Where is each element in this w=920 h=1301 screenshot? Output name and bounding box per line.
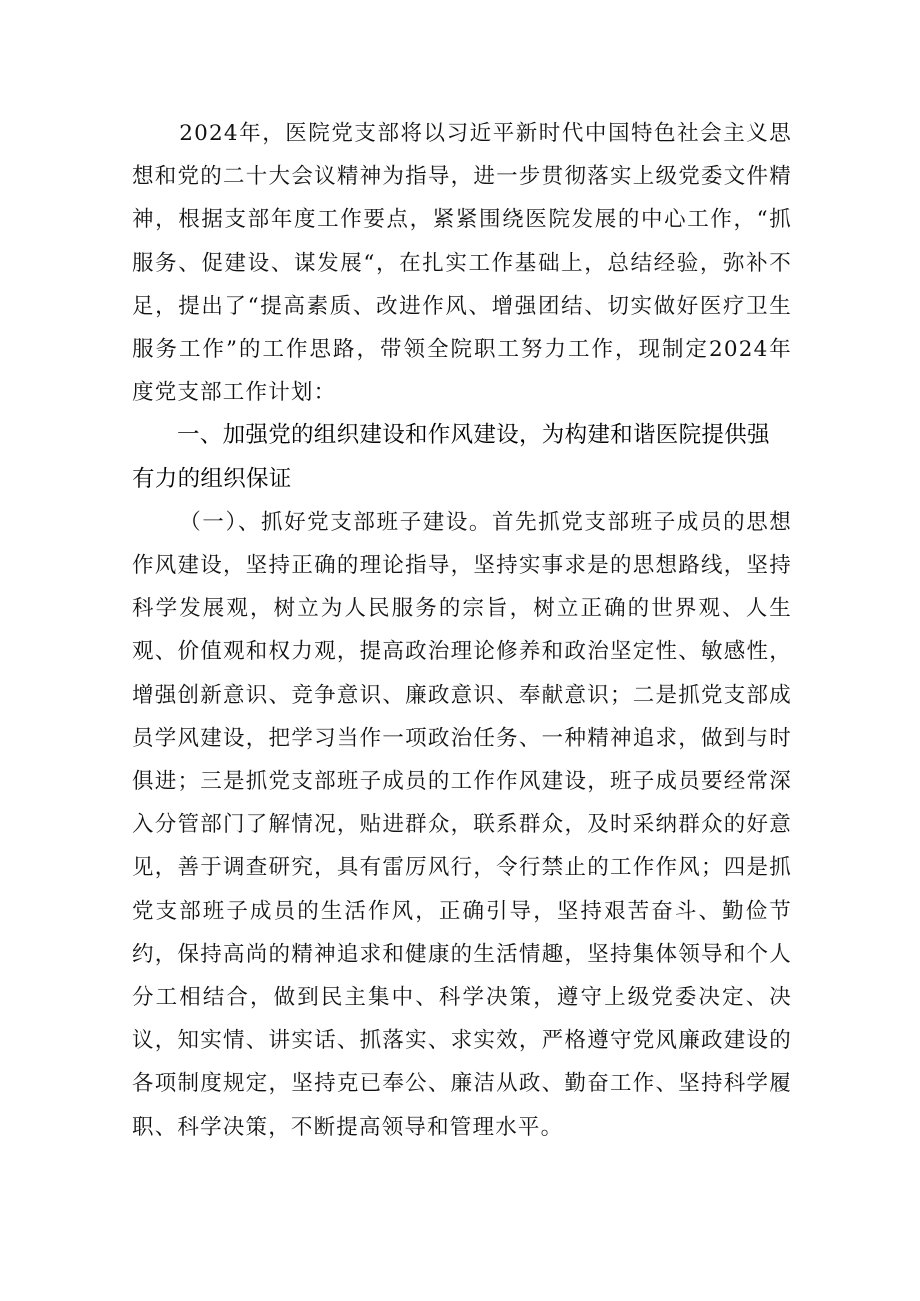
document-body	[132, 112, 792, 1149]
intro-paragraph: 2024年，医院党支部将以习近平新时代中国特色社会主义思想和党的二十大会议精神为指导，进一步贯彻落实上级党委文件精神，根据支部年度工作要点，紧紧围绕医院发展的中心工作，“抓服务、促建设、谋发展“，在扎实工作基础上，总结经验，弥补不足，提出了“提高素质、改进作风、增强团结、切实做好医疗卫生服务工作”的工作思路，带领全院职工努力工作，现制定2024年度党支部工作计划：	[132, 121, 792, 406]
section-heading: 一、加强党的组织建设和作风建设，为构建和谐医院提供强有力的组织保证	[132, 422, 770, 492]
subsection-paragraph: （一）、抓好党支部班子建设。首先抓党支部班子成员的思想作风建设，坚持正确的理论指导，坚持实事求是的思想路线，坚持科学发展观，树立为人民服务的宗旨，树立正确的世界观、人生观、价值观和权力观，提高政治理论修养和政治坚定性、敏感性，增强创新意识、竞争意识、廉政意识、奉献意识；二是抓党支部成员学风建设，把学习当作一项政治任务、一种精神追求，做到与时俱进；三是抓党支部班子成员的工作作风建设，班子成员要经常深入分管部门了解情况，贴进群众，联系群众，及时采纳群众的好意见，善于调查研究，具有雷厉风行，令行禁止的工作作风；四是抓党支部班子成员的生活作风，正确引导，坚持艰苦奋斗、勤俭节约，保持高尚的精神追求和健康的生活情趣，坚持集体领导和个人分工相结合，做到民主集中、科学决策，遵守上级党委决定、决议，知实情、讲实话、抓落实、求实效，严格遵守党风廉政建设的各项制度规定，坚持克已奉公、廉洁从政、勤奋工作、坚持科学履职、科学决策，不断提高领导和管理水平。	[132, 509, 792, 1140]
